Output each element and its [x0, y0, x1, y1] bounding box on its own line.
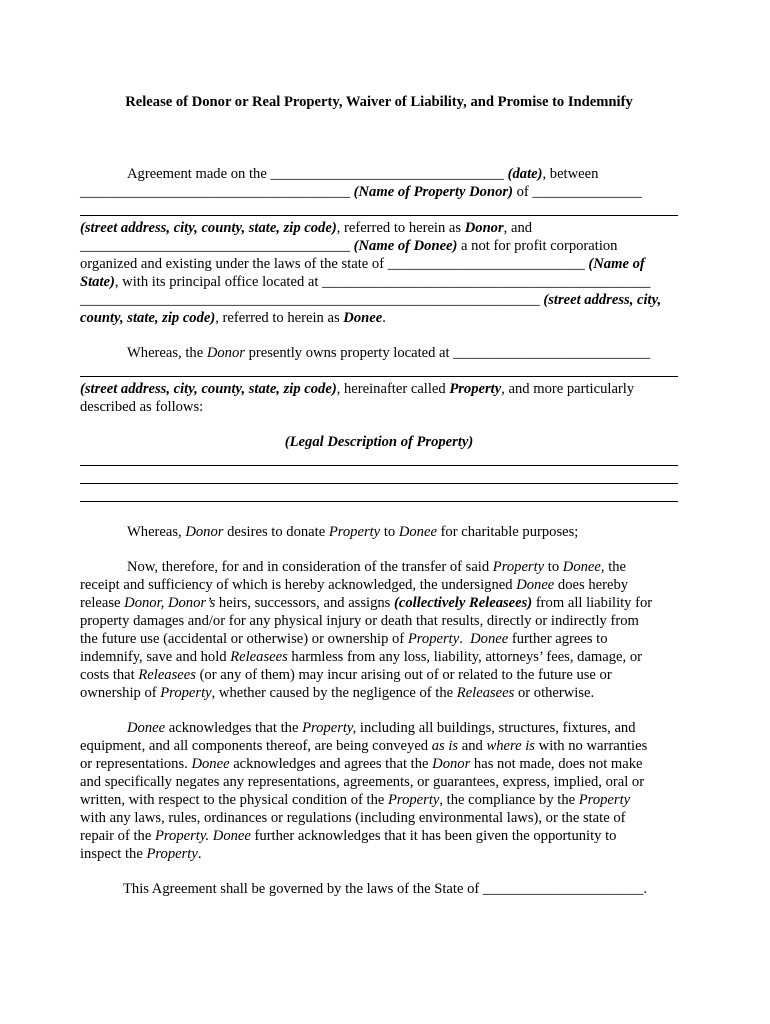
agreement-line-6: organized and existing under the laws of the state of ___________________________ (Name of: [80, 256, 645, 272]
donee-line-4: and specifically negates any representations, agreements, or guarantees, express, implied, oral or: [80, 774, 645, 790]
donee-line-7: repair of the Property. Donee further acknowledges that it has been given the opportunity to: [80, 828, 617, 844]
donee-line-8: inspect the Property.: [80, 846, 202, 862]
agreement-line-9: county, state, zip code), referred to herein as Donee.: [80, 310, 386, 326]
agreement-line-5: _____________________________________ (Name of Donee) a not for profit corporation: [80, 238, 618, 254]
address-blank-line: [80, 215, 678, 216]
now-line-4: property damages and/or for any physical injury or death that results, directly or indirectly from: [80, 613, 639, 629]
now-line-8: ownership of Property, whether caused by the negligence of the Releasees or otherwise.: [80, 685, 595, 701]
donee-line-5: written, with respect to the physical condition of the Property, the compliance by the Property: [80, 792, 631, 808]
whereas1-line-3: (street address, city, county, state, zip code), hereinafter called Property, and more particularly: [80, 381, 635, 397]
now-line-5: the future use (accidental or otherwise) or ownership of Property. Donee further agrees to: [80, 631, 608, 647]
legal-description-line-1: [80, 465, 678, 466]
donee-line-1: Donee acknowledges that the Property, including all buildings, structures, fixtures, and: [127, 720, 636, 736]
whereas1-line-1: Whereas, the Donor presently owns property located at ___________________________: [127, 345, 651, 361]
agreement-line-4: (street address, city, county, state, zip code), referred to herein as Donor, and: [80, 220, 533, 236]
legal-description-line-2: [80, 483, 678, 484]
agreement-line-7: State), with its principal office located at _____________________________________________: [80, 274, 651, 290]
now-line-6: indemnify, save and hold Releasees harmless from any loss, liability, attorneys’ fees, damage, or: [80, 649, 642, 665]
now-line-2: receipt and sufficiency of which is hereby acknowledged, the undersigned Donee does hereby: [80, 577, 629, 593]
whereas2-line: Whereas, Donor desires to donate Property to Donee for charitable purposes;: [127, 524, 579, 540]
donee-line-3: or representations. Donee acknowledges and agrees that the Donor has not made, does not make: [80, 756, 643, 772]
agreement-line-1: Agreement made on the ________________________________ (date), between: [127, 166, 599, 182]
legal-description-label: (Legal Description of Property): [284, 434, 474, 450]
document-title: Release of Donor or Real Property, Waiver of Liability, and Promise to Indemnify: [125, 94, 633, 110]
donee-line-6: with any laws, rules, ordinances or regulations (including environmental laws), or the state of: [80, 810, 626, 826]
now-line-1: Now, therefore, for and in consideration of the transfer of said Property to Donee, the: [127, 559, 627, 575]
agreement-line-2: _____________________________________ (Name of Property Donor) of _______________: [80, 184, 642, 200]
whereas1-line-4: described as follows:: [80, 399, 204, 415]
donee-line-2: equipment, and all components thereof, are being conveyed as is and where is with no warranties: [80, 738, 648, 754]
governing-law-line: This Agreement shall be governed by the laws of the State of ______________________.: [123, 881, 648, 897]
now-line-7: costs that Releasees (or any of them) may incur arising out of or related to the future use or: [80, 667, 612, 683]
now-line-3: release Donor, Donor’s heirs, successors, and assigns (collectively Releasees) from all liability for: [80, 595, 653, 611]
property-address-blank-line: [80, 376, 678, 377]
agreement-line-8: _______________________________________________________________ (street address, city,: [80, 292, 662, 308]
legal-description-line-3: [80, 501, 678, 502]
